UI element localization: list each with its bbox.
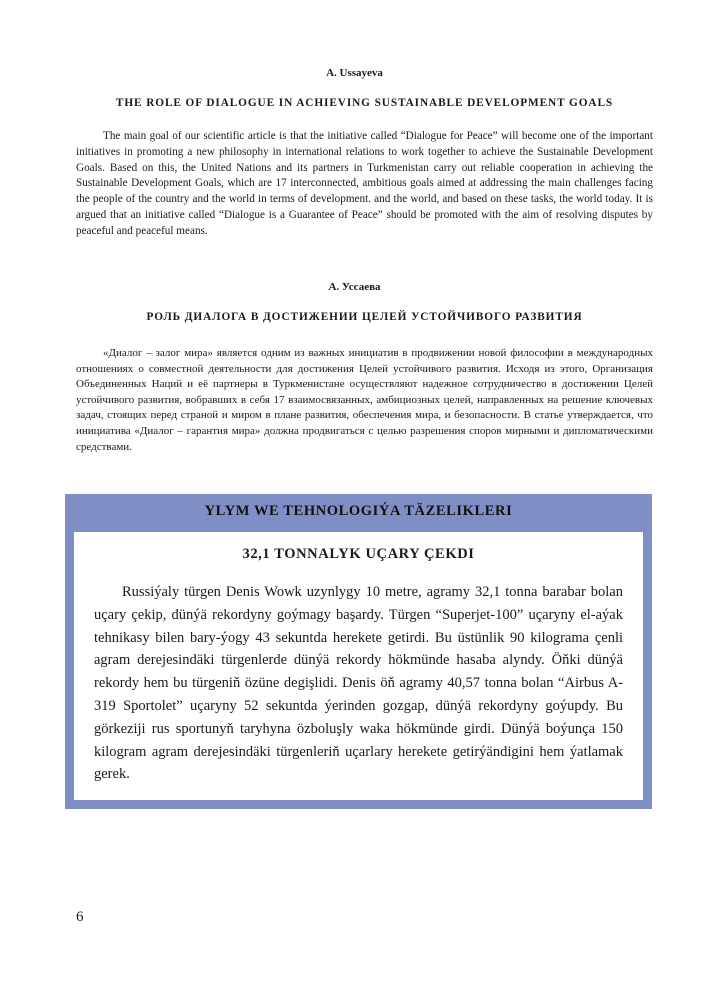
news-box-header: YLYM WE TEHNOLOGIÝA TÄZELIKLERI <box>204 503 513 519</box>
english-title: THE ROLE OF DIALOGUE IN ACHIEVING SUSTAINABLE DEVELOPMENT GOALS <box>115 97 614 109</box>
news-title: 32,1 TONNALYK UÇARY ÇEKDI <box>242 546 475 562</box>
news-box-content <box>74 532 643 800</box>
english-author: A. Ussayeva <box>326 67 383 79</box>
russian-title: РОЛЬ ДИАЛОГА В ДОСТИЖЕНИИ ЦЕЛЕЙ УСТОЙЧИВОГО РАЗВИТИЯ <box>146 311 583 323</box>
russian-author: А. Уссаева <box>328 281 381 293</box>
news-box <box>65 494 652 809</box>
news-text: Russiýaly türgen Denis Wowk uzynlygy 10 metre, agramy 32,1 tonna barabar bolan uçary çekip, dünýä rekordyny goýmagy başardy. Türgen “Superjet-100” uçaryny el-aýak tehnikasy bilen bary-ýogy 43 sekuntda herekete getirdi. Bu üstünlik 90 kilograma çenli agram derejesindäki türgenlerde dünýä rekordy hökmünde hasaba alyndy. Öňki dünýä rekordy hem bu türgeniň özüne degişlidi. Denis öň agramy 40,57 tonna bolan “Airbus A-319 Sportolet” uçaryny 52 sekuntda ýerinden gozgap, dünýä rekordyny goýupdy. Bu görkeziji rus sportunyň taryhyna özboluşly waka hökmünde girdi. Dünýä boýunça 150 kilogram agram derejesindäki türgenleriň uçarlary herekete getirýändigini hem ýatlamak gerek. <box>94 584 623 783</box>
russian-abstract: «Диалог – залог мира» является одним из важных инициатив в продвижении новой философии в международных отношениях о совместной деятельности для достижения Целей устойчивого развития. Исходя из этого, Организация Объединенных Наций и её партнеры в Туркменистане осуществляют надежное сотрудничество в достижении Целей устойчивого развития, вобравших в себя 17 взаимосвязанных, амбициозных целей, направленных на решение ключевых задач, стоящих перед страной и миром в плане развития, обеспечения мира, и безопасности. В статье утверждается, что инициатива «Диалог – гарантия мира» должна продвигаться с целью разрешения споров мирными и дипломатическими средствами. <box>76 347 653 453</box>
page-number: 6 <box>76 909 84 925</box>
english-abstract: The main goal of our scientific article is that the initiative called “Dialogue for Peace” will become one of the important initiatives in promoting a new philosophy in international relations to work together to achieve the Sustainable Development Goals. Based on this, the United Nations and its partners in Turkmenistan carry out reliable cooperation in achieving the Sustainable Development Goals, which are 17 interconnected, ambitious goals aimed at addressing the main challenges facing the people of the country and the world in terms of development. and the world, and based on these tasks, the world today. It is argued that an initiative called “Dialogue is a Guarantee of Peace” should be promoted with the aim of resolving disputes by peaceful and peaceful means. <box>76 130 653 237</box>
